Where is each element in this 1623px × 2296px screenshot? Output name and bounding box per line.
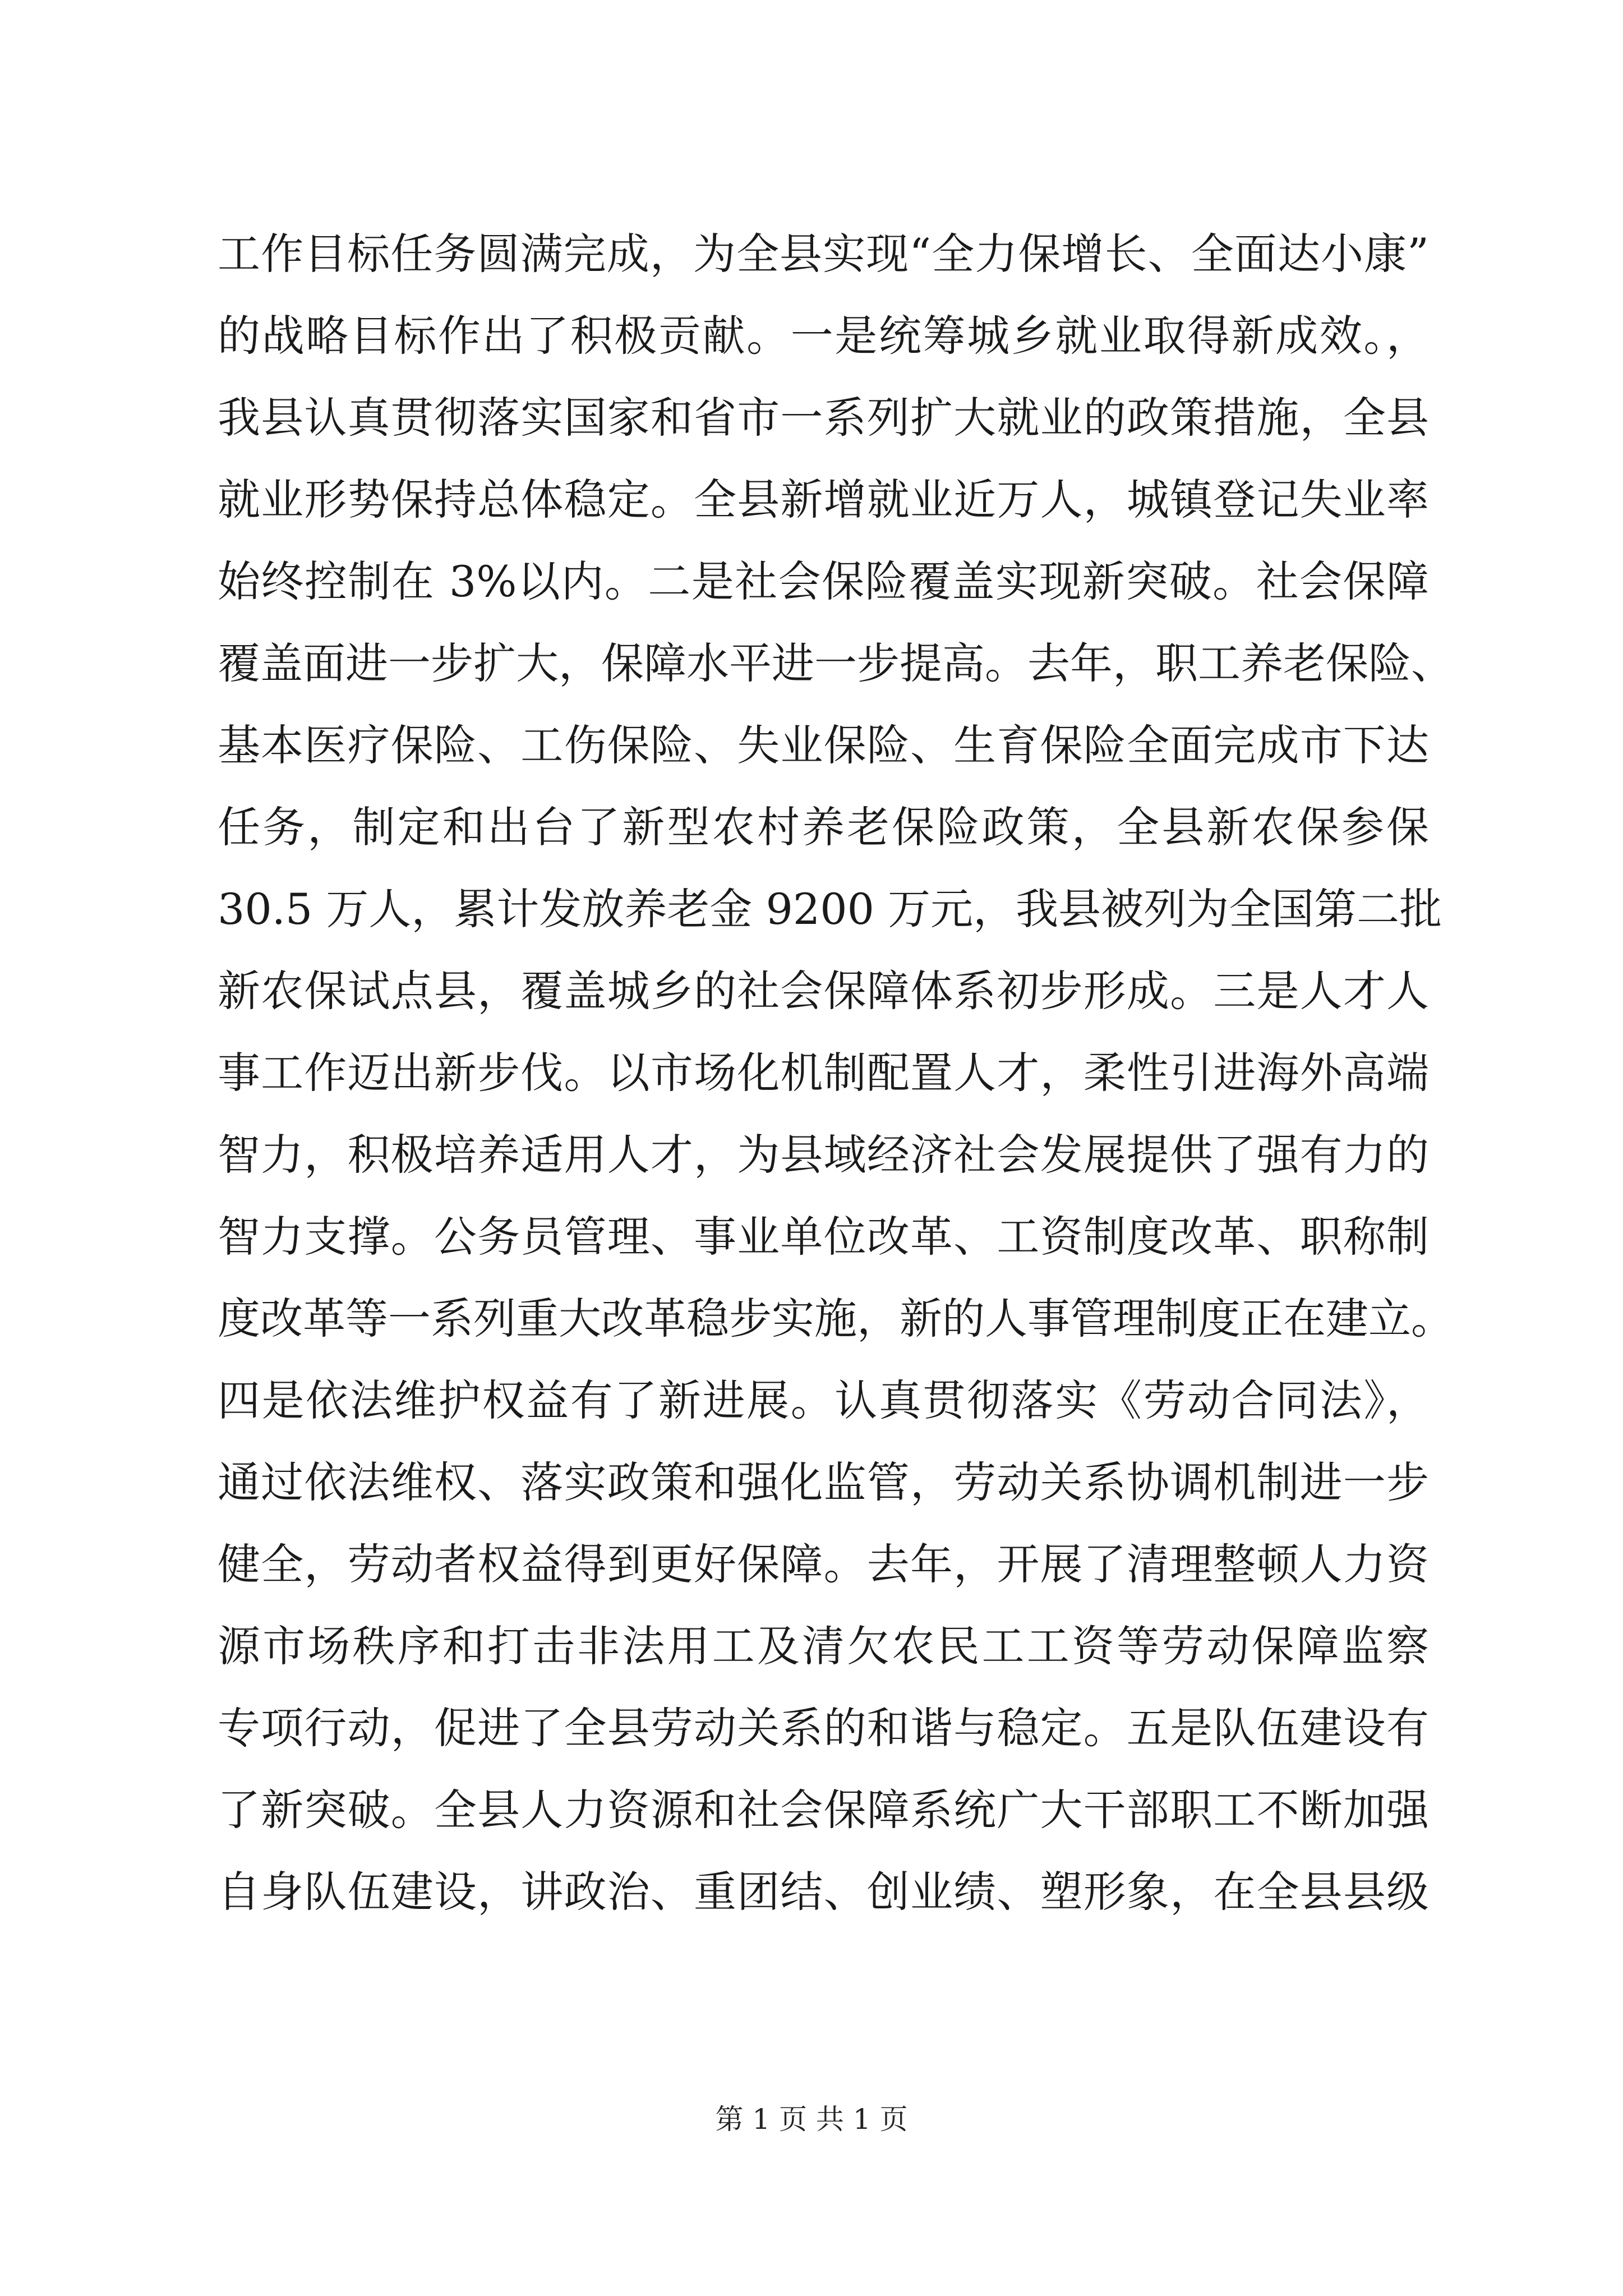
text-line: 自身队伍建设，讲政治、重团结、创业绩、塑形象，在全县县级 bbox=[218, 1867, 1429, 1917]
text-line: 就业形势保持总体稳定。全县新增就业近万人，城镇登记失业率 bbox=[218, 475, 1429, 524]
text-line: 专项行动，促进了全县劳动关系的和谐与稳定。五是队伍建设有 bbox=[218, 1703, 1429, 1753]
text-line: 智力支撑。公务员管理、事业单位改革、工资制度改革、职称制 bbox=[218, 1212, 1429, 1262]
text-line: 30.5 万人，累计发放养老金 9200 万元，我县被列为全国第二批 bbox=[218, 884, 1442, 934]
body-text bbox=[218, 213, 1454, 1933]
text-line: 度改革等一系列重大改革稳步实施，新的人事管理制度正在建立。 bbox=[218, 1294, 1454, 1343]
text-line: 覆盖面进一步扩大，保障水平进一步提高。去年，职工养老保险、 bbox=[218, 638, 1454, 688]
text-line: 智力，积极培养适用人才，为县域经济社会发展提供了强有力的 bbox=[218, 1130, 1429, 1180]
text-line: 基本医疗保险、工伤保险、失业保险、生育保险全面完成市下达 bbox=[218, 720, 1429, 770]
text-line: 我县认真贯彻落实国家和省市一系列扩大就业的政策措施，全县 bbox=[218, 393, 1429, 443]
text-line: 健全，劳动者权益得到更好保障。去年，开展了清理整顿人力资 bbox=[218, 1539, 1429, 1589]
text-line: 工作目标任务圆满完成，为全县实现“全力保增长、全面达小康” bbox=[218, 229, 1429, 279]
text-line: 任务，制定和出台了新型农村养老保险政策，全县新农保参保 bbox=[218, 802, 1429, 852]
text-line: 的战略目标作出了积极贡献。一是统筹城乡就业取得新成效。， bbox=[218, 311, 1429, 361]
page-footer: 第 1 页 共 1 页 bbox=[715, 2103, 908, 2136]
text-line: 新农保试点县，覆盖城乡的社会保障体系初步形成。三是人才人 bbox=[218, 966, 1429, 1016]
text-line: 通过依法维权、落实政策和强化监管，劳动关系协调机制进一步 bbox=[218, 1457, 1429, 1507]
text-line: 始终控制在 3%以内。二是社会保险覆盖实现新突破。社会保障 bbox=[218, 556, 1429, 606]
text-line: 事工作迈出新步伐。以市场化机制配置人才，柔性引进海外高端 bbox=[218, 1048, 1429, 1098]
text-line: 源市场秩序和打击非法用工及清欠农民工工资等劳动保障监察 bbox=[218, 1621, 1429, 1671]
text-line: 了新突破。全县人力资源和社会保障系统广大干部职工不断加强 bbox=[218, 1785, 1429, 1835]
text-line: 四是依法维护权益有了新进展。认真贯彻落实《劳动合同法》， bbox=[218, 1375, 1429, 1425]
